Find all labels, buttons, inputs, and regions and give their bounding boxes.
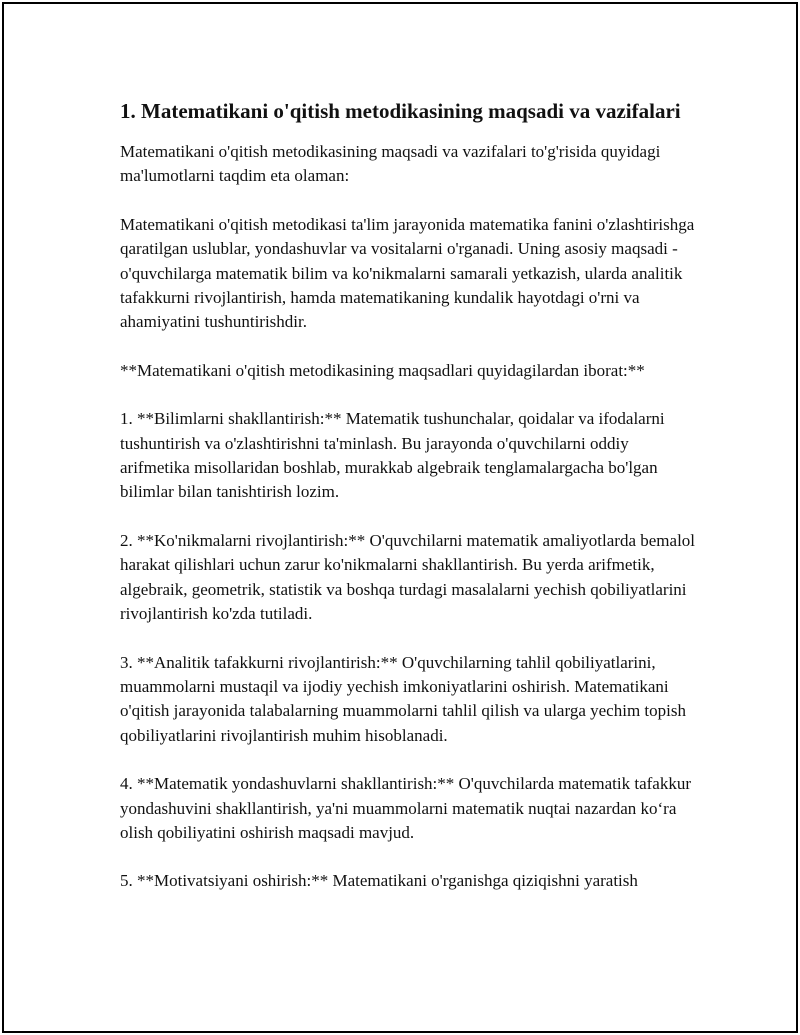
list-item-motivation: 5. **Motivatsiyani oshirish:** Matematikani o'rganishga qiziqishni yaratish — [120, 871, 638, 891]
document-page — [2, 2, 798, 1033]
document-body — [120, 96, 700, 918]
list-item-skills: 2. **Ko'nikmalarni rivojlantirish:** O'quvchilarni matematik amaliyotlarda bemalol harakat qilishlari uchun zarur ko'nikmalarni shakllantirish. Bu yerda arifmetik, algebraik, geometrik, statistik va boshqa turdagi masalalarni yechish qobiliyatlarini rivojlantirish ko'zda tutiladi. — [120, 530, 696, 624]
list-item-knowledge: 1. **Bilimlarni shakllantirish:** Matematik tushunchalar, qoidalar va ifodalarni tushuntirish va o'zlashtirishni ta'minlash. Bu jarayonda o'quvchilarni oddiy arifmetika misollaridan boshlab, murakkab algebraik tenglamalargacha bo'lgan bilimlar bilan tanishtirish lozim. — [120, 409, 665, 502]
list-item-analytic-thinking: 3. **Analitik tafakkurni rivojlantirish:** O'quvchilarning tahlil qobiliyatlarini, muammolarni mustaqil va ijodiy yechish imkoniyatlarini oshirish. Matematikani o'qitish jarayonida talabalarning muammolarni tahlil qilish va ularga yechim topish qobiliyatlarini rivojlantirish muhim hisoblanadi. — [120, 652, 686, 745]
paragraph-overview: Matematikani o'qitish metodikasi ta'lim jarayonida matematika fanini o'zlashtirishga qaratilgan uslublar, yondashuvlar va vositalarni o'rganadi. Uning asosiy maqsadi - o'quvchilarga matematik bilim va ko'nikmalarni samarali yetkazish, ularda analitik tafakkurni rivojlantirish, hamda matematikaning kundalik hayotdagi o'rni va ahamiyatini tushuntirishdir. — [120, 214, 695, 332]
section-heading: 1. Matematikani o'qitish metodikasining maqsadi va vazifalari — [120, 99, 681, 123]
paragraph-intro: Matematikani o'qitish metodikasining maqsadi va vazifalari to'g'risida quyidagi ma'lumotlarni taqdim eta olaman: — [120, 142, 661, 186]
paragraph-goals-heading: **Matematikani o'qitish metodikasining maqsadlari quyidagilardan iborat:** — [120, 360, 645, 380]
list-item-approaches: 4. **Matematik yondashuvlarni shakllantirish:** O'quvchilarda matematik tafakkur yondashuvini shakllantirish, ya'ni muammolarni matematik nuqtai nazardan ko‘ra olish qobiliyatini oshirish maqsadi mavjud. — [120, 774, 692, 842]
